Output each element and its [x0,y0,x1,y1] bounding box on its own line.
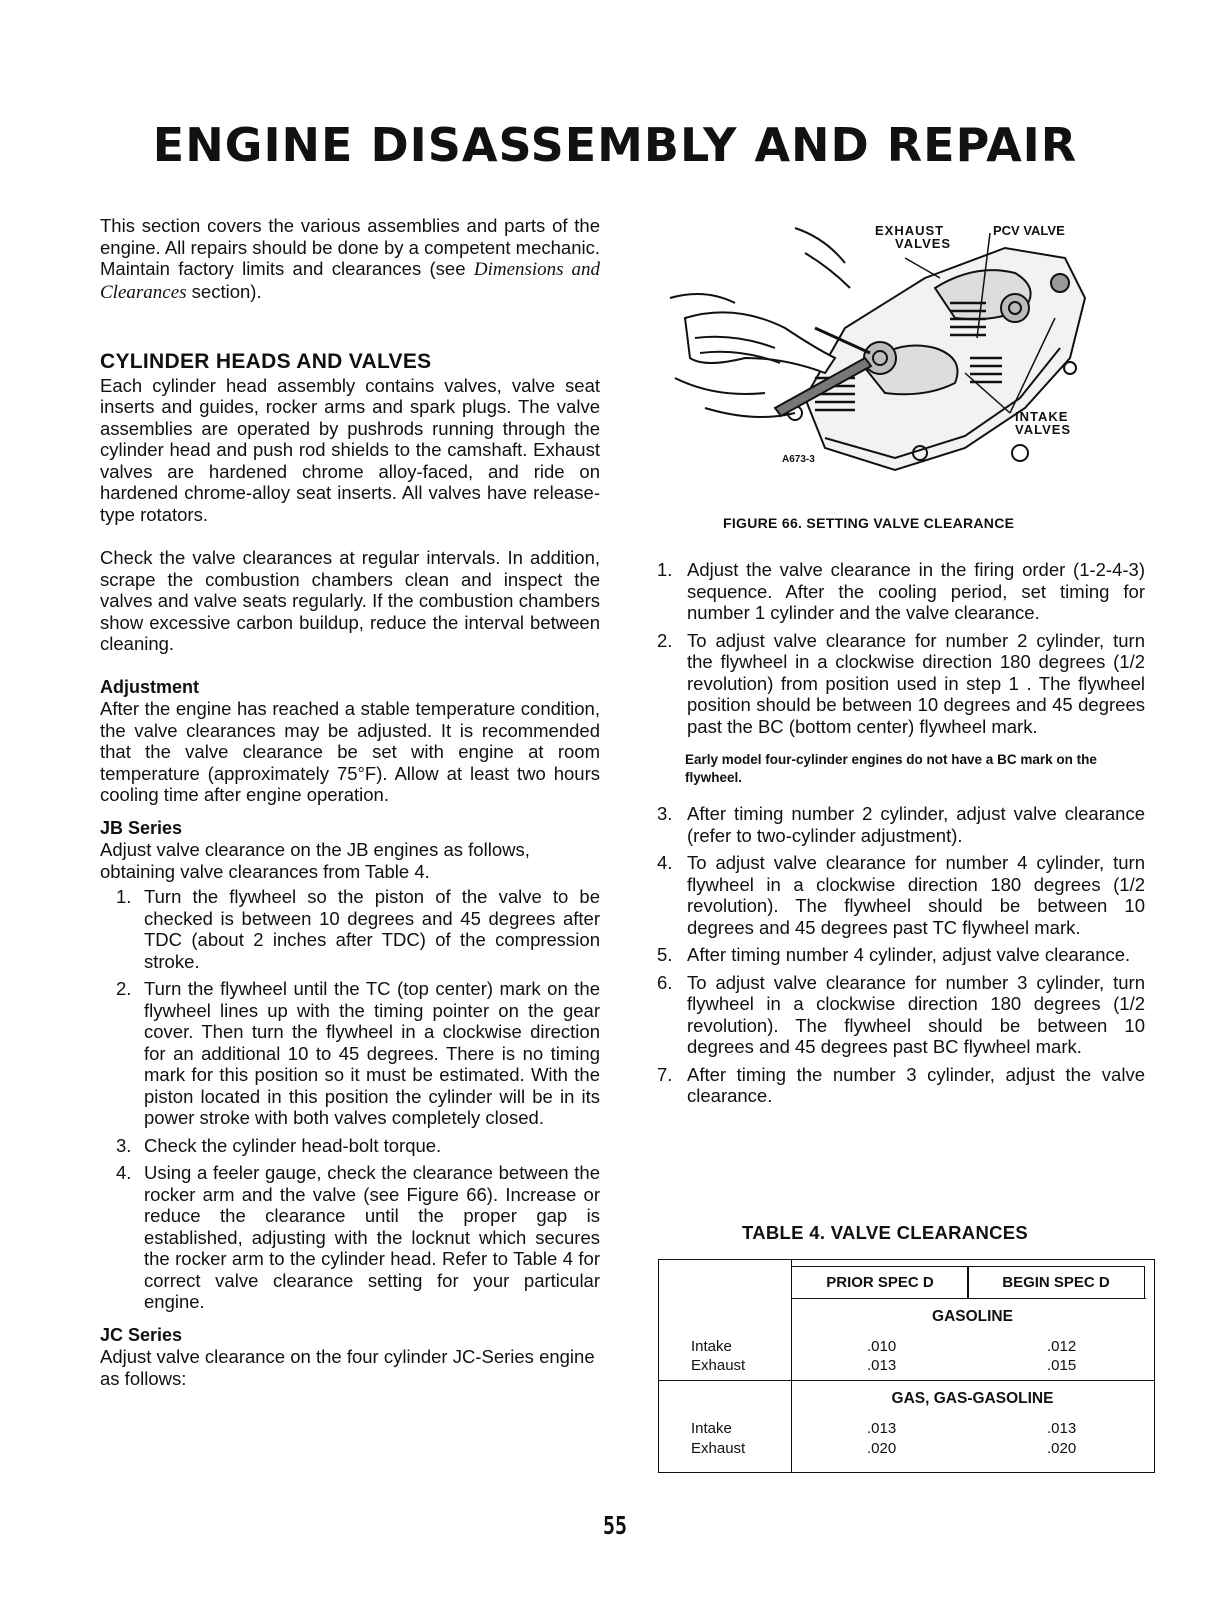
exhaust-valves-label: EXHAUST VALVES [875,223,952,251]
jc-steps-list-a [655,559,1145,737]
column-header-begin: BEGIN SPEC D [967,1266,1145,1299]
section-gasoline: GASOLINE [932,1308,1013,1325]
table-cell: .012 [1047,1338,1077,1355]
left-column [100,215,600,1389]
table-cell: .013 [867,1420,897,1437]
jb-series-heading: JB Series [100,817,183,838]
valve-clearance-table [658,1259,1155,1473]
list-item: 3. After timing number 2 cylinder, adjust valve clearance (refer to two-cylinder adjustment). [657,803,1145,846]
table-cell: .020 [867,1440,897,1457]
table-row-label: Exhaust [691,1357,746,1374]
pcv-valve-label: PCV VALVE [993,223,1065,238]
cylinder-heads-paragraph-2: Check the valve clearances at regular intervals. In addition, scrape the combustion chambers clean and inspect the valves and valve seats regularly. If the combustion chambers show excessive carbon buildup, reduce the interval between cleaning. [100,547,600,654]
jc-series-intro: Adjust valve clearance on the four cylinder JC-Series engine as follows: [100,1346,595,1389]
intake-valves-label: INTAKE VALVES [1015,409,1072,437]
list-item: 6. To adjust valve clearance for number 3 cylinder, turn flywheel in a clockwise direction 180 degrees (1/2 revolution). The flywheel should be between 10 degrees and 45 degrees past BC flywheel mark. [657,971,1145,1057]
cylinder-heads-paragraph-1: Each cylinder head assembly contains valves, valve seat inserts and guides, rocker arms and spark plugs. The valve assemblies are operated by pushrods running through the cylinder head and push rod shields to the camshaft. Exhaust valves are hardened chrome alloy-faced, and ride on hardened chrome-alloy seat inserts. All valves have release-type rotators. [100,374,600,525]
table-rule [791,1298,1146,1299]
list-item: 1. Adjust the valve clearance in the firing order (1-2-4-3) sequence. After the cooling period, set timing for number 1 cylinder and the valve clearance. [657,559,1145,623]
figure-caption: FIGURE 66. SETTING VALVE CLEARANCE [723,515,1015,531]
list-item: 1. Turn the flywheel so the piston of the valve to be checked is between 10 degrees and 45 degrees after TDC (about 2 inches after TDC) of the compression stroke. [116,886,600,972]
figure-code: A673-3 [782,454,815,465]
table-cell: .013 [1047,1420,1077,1437]
list-item: 4. To adjust valve clearance for number 4 cylinder, turn flywheel in a clockwise direction 180 degrees (1/2 revolution). The flywheel should be between 10 degrees and 45 degrees past TC flywheel mark. [657,852,1145,938]
cylinder-heads-heading: CYLINDER HEADS AND VALVES [100,350,432,373]
table-cell: .020 [1047,1440,1077,1457]
page-title: ENGINE DISASSEMBLY AND REPAIR [152,118,1078,172]
table-cell: .013 [867,1357,897,1374]
column-header-prior: PRIOR SPEC D [791,1266,969,1299]
table-cell: .010 [867,1338,897,1355]
jc-series-heading: JC Series [100,1324,183,1345]
jc-steps-list-b [655,803,1145,1107]
intro-paragraph: This section covers the various assemblies and parts of the engine. All repairs should be done by a competent mechanic. Maintain factory limits and clearances (see Dimensions and Clearances section). [100,215,600,303]
table-cell: .015 [1047,1357,1077,1374]
jb-series-intro: Adjust valve clearance on the JB engines as follows, obtaining valve clearances from Table 4. [100,839,530,882]
table-title: TABLE 4. VALVE CLEARANCES [742,1222,1029,1243]
right-column [655,555,1145,1113]
list-item: 5. After timing number 4 cylinder, adjust valve clearance. [657,944,1131,965]
list-item: 3. Check the cylinder head-bolt torque. [116,1134,442,1156]
list-item: 7. After timing the number 3 cylinder, adjust the valve clearance. [657,1063,1145,1106]
list-item: 2. Turn the flywheel until the TC (top center) mark on the flywheel lines up with the timing pointer on the gear cover. Then turn the flywheel in a clockwise direction for an additional 10 to 45 degrees. There is no timing mark for this position so it must be estimated. With the piston located in this position the cylinder will be in its power stroke with both valves completely closed. [116,978,600,1128]
table-rule [659,1380,1154,1381]
jb-steps-list [100,886,600,1313]
flywheel-note: Early model four-cylinder engines do not have a BC mark on the flywheel. [685,752,1097,785]
table-row-label: Exhaust [691,1440,746,1457]
table-row-label: Intake [691,1338,732,1355]
adjustment-paragraph: After the engine has reached a stable temperature condition, the valve clearances may be adjusted. It is recommended that the valve clearance be set with engine at room temperature (approximately 75°F). Allow at least two hours cooling time after engine operation. [100,698,600,805]
list-item: 4. Using a feeler gauge, check the clearance between the rocker arm and the valve (see Figure 66). Increase or reduce the clearance until the proper gap is established, adjusting with the locknut which secures the rocker arm to the cylinder head. Refer to Table 4 for correct valve clearance setting for your particular engine. [116,1162,600,1312]
table-row-label: Intake [691,1420,732,1437]
section-gas-gasoline: GAS, GAS-GASOLINE [891,1390,1054,1407]
list-item: 2. To adjust valve clearance for number 2 cylinder, turn the flywheel in a clockwise direction 180 degrees (1/2 revolution) from position used in step 1 . The flywheel position should be between 10 degrees and 45 degrees past the BC (bottom center) flywheel mark. [657,629,1145,737]
adjustment-heading: Adjustment [100,676,199,697]
page-number: 55 [602,1510,628,1540]
